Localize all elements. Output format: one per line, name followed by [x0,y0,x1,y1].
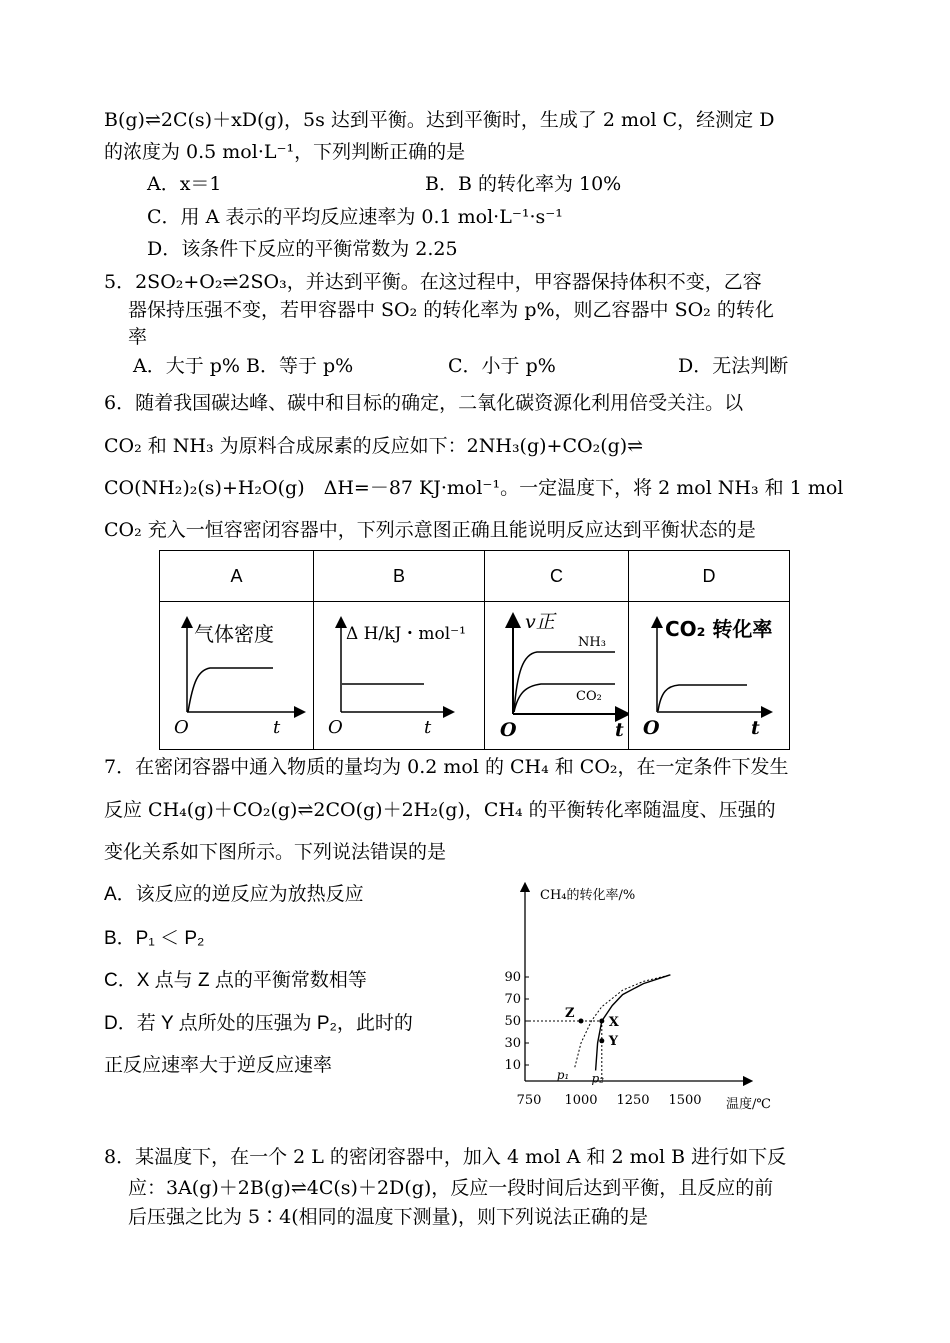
series-2-label: p₂ [591,1071,605,1086]
graph-c-t: t [615,719,624,741]
q6-line2: CO₂ 和 NH₃ 为原料合成尿素的反应如下：2NH₃(g)+CO₂(g)⇌ [104,435,644,457]
y-tick-label: 10 [504,1058,521,1073]
graph-b-ylabel: Δ H/kJ・mol⁻¹ [346,624,466,644]
col-header-c: C [485,551,629,602]
point-y-label: Y [608,1033,619,1049]
graph-c-nh3-label: NH₃ [578,635,606,650]
q7-option-b: B．P₁ ＜ P₂ [104,928,205,949]
q7-option-d2: 正反应速率大于逆反应速率 [104,1055,333,1076]
graph-c-cell [485,602,629,750]
x-tick-label: 750 [516,1093,542,1108]
chart-xlabel: 温度/℃ [726,1097,771,1112]
q6-line3: CO(NH₂)₂(s)+H₂O(g) ΔH=－87 KJ·mol⁻¹。一定温度下，将 2 mol NH₃ 和 1 mol [104,477,844,499]
graph-b-cell [314,602,485,750]
q4-option-b: B．B 的转化率为 10% [425,173,622,195]
q4-option-d: D．该条件下反应的平衡常数为 2.25 [147,238,458,260]
y-tick-label: 30 [504,1036,521,1051]
ch4-conversion-chart [500,875,800,1120]
x-tick-label: 1500 [668,1093,702,1108]
graph-c [485,602,628,744]
q7-line2: 反应 CH₄(g)＋CO₂(g)⇌2CO(g)＋2H₂(g)，CH₄ 的平衡转化率随温度、压强的 [104,799,776,821]
graph-c-ylabel: v正 [525,611,555,633]
x-tick-label: 1250 [616,1093,650,1108]
graph-d-ylabel: CO₂ 转化率 [665,617,773,641]
y-tick-label: 50 [504,1014,521,1029]
q5-option-d: D．无法判断 [678,355,789,377]
series-2-line [596,975,671,1071]
q7-line3: 变化关系如下图所示。下列说法错误的是 [104,841,447,863]
q5-option-c: C．小于 p% [448,355,556,377]
graph-a-cell [160,602,314,750]
q6-line1: 6．随着我国碳达峰、碳中和目标的确定，二氧化碳资源化利用倍受关注。以 [104,392,744,414]
point-z-label: Z [565,1006,575,1021]
q6-line4: CO₂ 充入一恒容密闭容器中，下列示意图正确且能说明反应达到平衡状态的是 [104,519,756,541]
q7-option-d1: D．若 Y 点所处的压强为 P₂，此时的 [104,1013,413,1034]
graph-d-cell [629,602,790,750]
q5-line1: 5．2SO₂+O₂⇌2SO₃，并达到平衡。在这过程中，甲容器保持体积不变，乙容 [104,271,762,293]
y-tick-label: 90 [504,970,521,985]
q4-line2: 的浓度为 0.5 mol·L⁻¹，下列判断正确的是 [104,141,466,163]
graph-c-co2-label: CO₂ [576,689,602,704]
col-header-b: B [314,551,485,602]
q5-line3: 率 [128,326,148,348]
graph-a-origin: O [174,717,189,738]
density-curve [188,668,273,712]
graph-a-ylabel: 气体密度 [194,622,274,646]
q7-option-a: A．该反应的逆反应为放热反应 [104,884,364,905]
graph-a-t: t [273,717,281,738]
point-x-label: X [608,1015,619,1030]
graph-d [629,602,789,744]
graph-d-t: t [751,717,760,739]
q4-line1: B(g)⇌2C(s)＋xD(g)，5s 达到平衡。达到平衡时，生成了 2 mol C，经测定 D [104,109,775,131]
y-tick-label: 70 [504,992,521,1007]
q8-line3: 后压强之比为 5∶4(相同的温度下测量)，则下列说法正确的是 [128,1206,649,1228]
col-header-a: A [160,551,314,602]
co2-conversion-curve [658,685,747,711]
point-x [599,1019,604,1024]
point-y [599,1038,604,1043]
q8-line1: 8．某温度下，在一个 2 L 的密闭容器中，加入 4 mol A 和 2 mol B 进行如下反 [104,1146,787,1168]
graph-d-origin: O [643,717,660,739]
q5-line2: 器保持压强不变，若甲容器中 SO₂ 的转化率为 p%，则乙容器中 SO₂ 的转化 [128,299,774,321]
chart-title: CH₄的转化率/% [540,888,636,903]
q4-option-a: A．x＝1 [147,173,222,195]
point-z [579,1019,584,1024]
q5-option-a: A．大于 p% [133,355,240,377]
q8-line2: 应：3A(g)＋2B(g)⇌4C(s)＋2D(g)，反应一段时间后达到平衡，且反应的前 [128,1177,774,1199]
graph-a [160,602,313,744]
q5-option-b: B．等于 p% [246,355,354,377]
q7-line1: 7．在密闭容器中通入物质的量均为 0.2 mol 的 CH₄ 和 CO₂，在一定条件下发生 [104,756,789,778]
col-header-d: D [629,551,790,602]
graph-b-origin: O [328,717,343,738]
graph-b [314,602,484,744]
x-tick-label: 1000 [564,1093,598,1108]
q6-options-table [159,550,790,750]
q7-option-c: C．X 点与 Z 点的平衡常数相等 [104,970,367,991]
series-1-label: p₁ [556,1068,570,1083]
graph-c-origin: O [500,719,517,741]
q4-option-c: C．用 A 表示的平均反应速率为 0.1 mol·L⁻¹·s⁻¹ [147,206,563,228]
graph-b-t: t [424,717,432,738]
